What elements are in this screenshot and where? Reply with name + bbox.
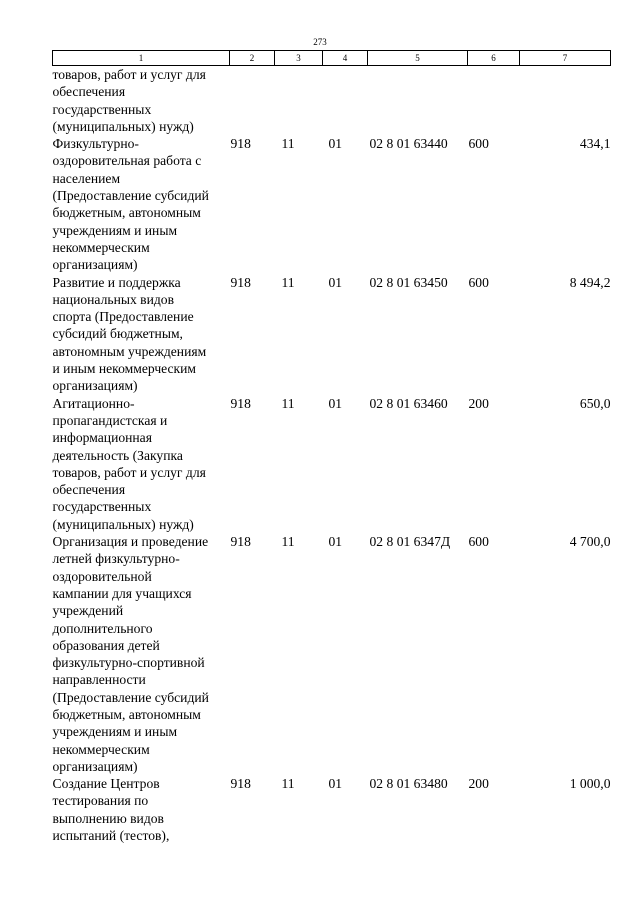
row-name: Организация и проведение летней физкультурно- оздоровительной кампании для учащихся учреждений дополнительного образования детей физкультурно-спортивной направленности (Предоставление субсидий бюджетным, автономным учреждениям и иным некоммерческим организациям)	[52, 534, 209, 774]
row-target-article	[368, 66, 468, 136]
row-section: 11	[281, 534, 295, 550]
table-row	[53, 775, 611, 844]
table-row	[53, 66, 611, 136]
column-header-5: 5	[368, 51, 468, 66]
column-header-3: 3	[275, 51, 323, 66]
row-admin-code: 918	[230, 395, 251, 411]
row-name: Физкультурно- оздоровительная работа с населением (Предоставление субсидий бюджетным, автономным учреждениям и иным некоммерческим организациям)	[52, 136, 209, 273]
table-row	[53, 395, 611, 533]
row-amount: 1 000,0	[569, 776, 611, 792]
row-amount: 434,1	[579, 136, 611, 152]
row-subsection: 01	[328, 395, 343, 411]
column-header-1: 1	[53, 51, 230, 66]
column-header-7: 7	[520, 51, 611, 66]
row-target-article: 02 8 01 63480	[369, 776, 448, 792]
row-section	[275, 66, 323, 136]
row-subsection: 01	[328, 776, 343, 792]
row-amount: 8 494,2	[569, 274, 611, 290]
row-section: 11	[281, 776, 295, 792]
row-subsection: 01	[328, 136, 343, 152]
row-subsection: 01	[328, 534, 343, 550]
row-amount	[520, 66, 611, 136]
row-expense-type: 600	[468, 274, 489, 290]
row-name: товаров, работ и услуг для обеспечения государственных (муниципальных) нужд)	[52, 67, 206, 134]
row-name: Создание Центров тестирования по выполнению видов испытаний (тестов),	[52, 776, 170, 844]
row-section: 11	[281, 274, 295, 290]
row-name: Развитие и поддержка национальных видов спорта (Предоставление субсидий бюджетным, автономным учреждениям и иным некоммерческим организациям)	[52, 274, 207, 394]
row-target-article: 02 8 01 63460	[369, 395, 448, 411]
row-expense-type: 200	[468, 395, 489, 411]
row-amount: 4 700,0	[569, 534, 611, 550]
row-admin-code: 918	[230, 136, 251, 152]
row-expense-type: 600	[468, 534, 489, 550]
row-target-article: 02 8 01 6347Д	[369, 534, 451, 550]
column-number-header	[53, 51, 611, 66]
row-admin-code: 918	[230, 776, 251, 792]
row-expense-type: 200	[468, 776, 489, 792]
column-header-2: 2	[230, 51, 275, 66]
row-subsection: 01	[328, 274, 343, 290]
table-row	[53, 274, 611, 395]
page-number: 273	[313, 37, 327, 47]
row-expense-type: 600	[468, 136, 489, 152]
column-header-6: 6	[468, 51, 520, 66]
row-admin-code: 918	[230, 534, 251, 550]
table-row	[53, 533, 611, 775]
row-amount: 650,0	[579, 395, 611, 411]
row-subsection	[323, 66, 368, 136]
row-target-article: 02 8 01 63440	[369, 136, 448, 152]
row-section: 11	[281, 395, 295, 411]
table-row	[53, 135, 611, 273]
row-target-article: 02 8 01 63450	[369, 274, 448, 290]
row-admin-code	[230, 66, 275, 136]
budget-table	[52, 50, 611, 844]
row-admin-code: 918	[230, 274, 251, 290]
row-section: 11	[281, 136, 295, 152]
column-header-4: 4	[323, 51, 368, 66]
row-name: Агитационно- пропагандистская и информационная деятельность (Закупка товаров, работ и услуг для обеспечения государственных (муниципальных) нужд)	[52, 395, 206, 532]
row-expense-type	[468, 66, 520, 136]
